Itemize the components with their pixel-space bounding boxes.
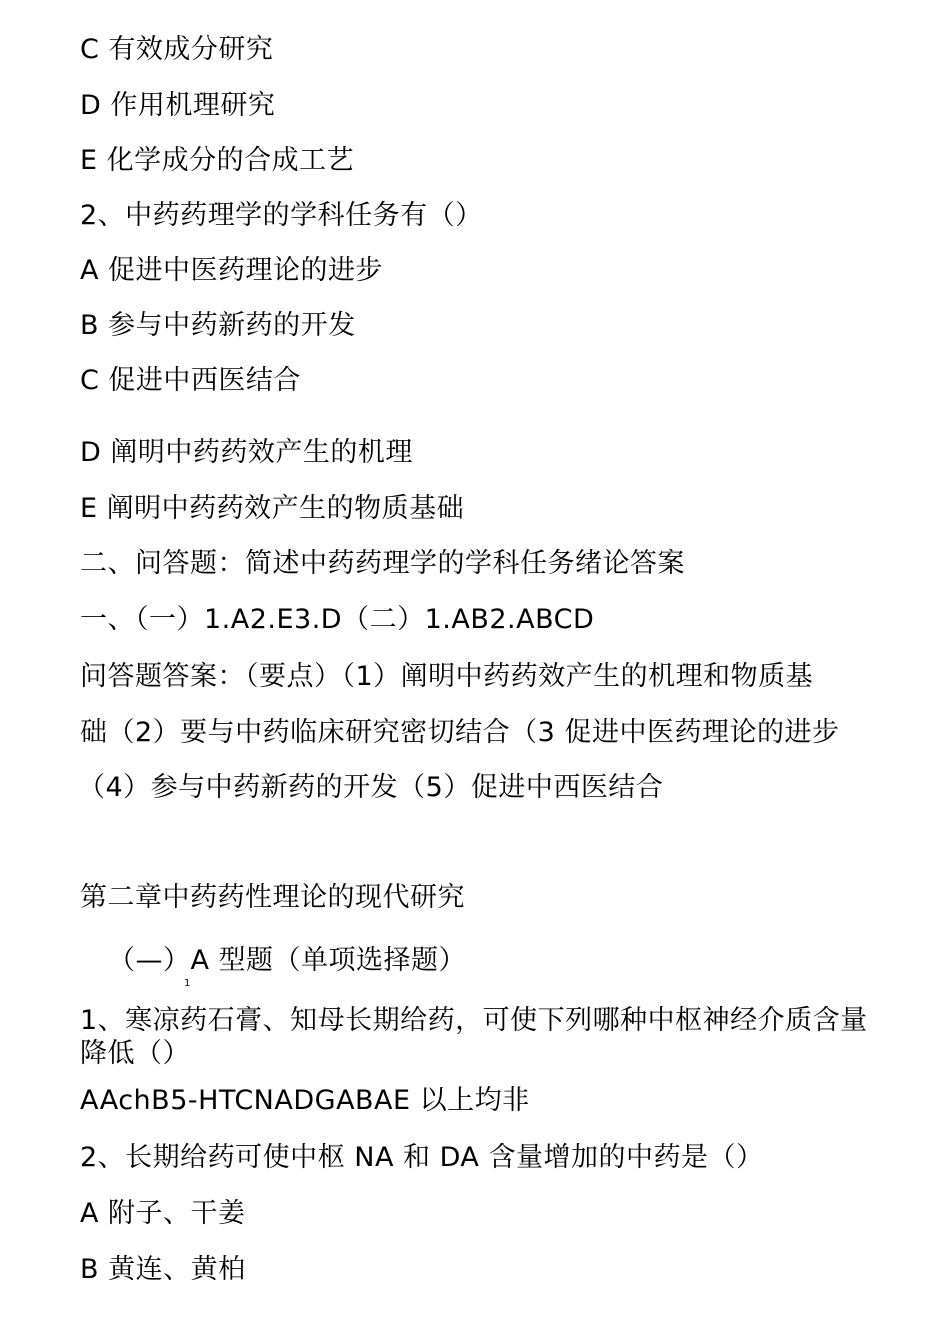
section-2-qa-heading: 二、问答题：简述中药药理学的学科任务绪论答案 — [80, 548, 685, 579]
option-d-efficacy-mechanism: D 阐明中药药效产生的机理 — [80, 437, 413, 468]
qa-answer-line-1: 问答题答案：（要点）（1）阐明中药药效产生的机理和物质基 — [80, 661, 814, 692]
question-2-heading: 2、中药药理学的学科任务有（） — [80, 200, 483, 231]
qa-answer-line-2: 础（2）要与中药临床研究密切结合（3 促进中医药理论的进步 — [80, 717, 840, 748]
question-1-cold-drugs: 1、寒凉药石膏、知母长期给药，可使下列哪种中枢神经介质含量降低（） — [80, 1005, 868, 1069]
section-a-type-heading: （—）A 型题（单项选择题） — [108, 945, 467, 976]
option-e-synthesis: E 化学成分的合成工艺 — [80, 145, 355, 176]
question-2-na-da: 2、长期给药可使中枢 NA 和 DA 含量增加的中药是（） — [80, 1142, 764, 1173]
option-a-theory: A 促进中医药理论的进步 — [80, 255, 384, 286]
option-e-material-basis: E 阐明中药药效产生的物质基础 — [80, 493, 465, 524]
qa-answer-line-3: （4）参与中药新药的开发（5）促进中西医结合 — [78, 772, 664, 803]
answer-key: 一、（一）1.A2.E3.D（二）1.AB2.ABCD — [80, 604, 595, 635]
option-c-integration: C 促进中西医结合 — [80, 365, 301, 396]
chapter-2-title: 第二章中药药性理论的现代研究 — [80, 882, 465, 913]
option-b-coptis-phellodendron: B 黄连、黄柏 — [80, 1254, 246, 1285]
footnote-marker: 1 — [184, 978, 191, 989]
option-d-mechanism: D 作用机理研究 — [80, 90, 276, 121]
option-b-new-drugs: B 参与中药新药的开发 — [80, 310, 356, 341]
option-c-active-ingredients: C 有效成分研究 — [80, 34, 274, 65]
option-a-aconite-ginger: A 附子、干姜 — [80, 1198, 246, 1229]
question-1-options: AAchB5-HTCNADGABAE 以上均非 — [80, 1085, 530, 1116]
